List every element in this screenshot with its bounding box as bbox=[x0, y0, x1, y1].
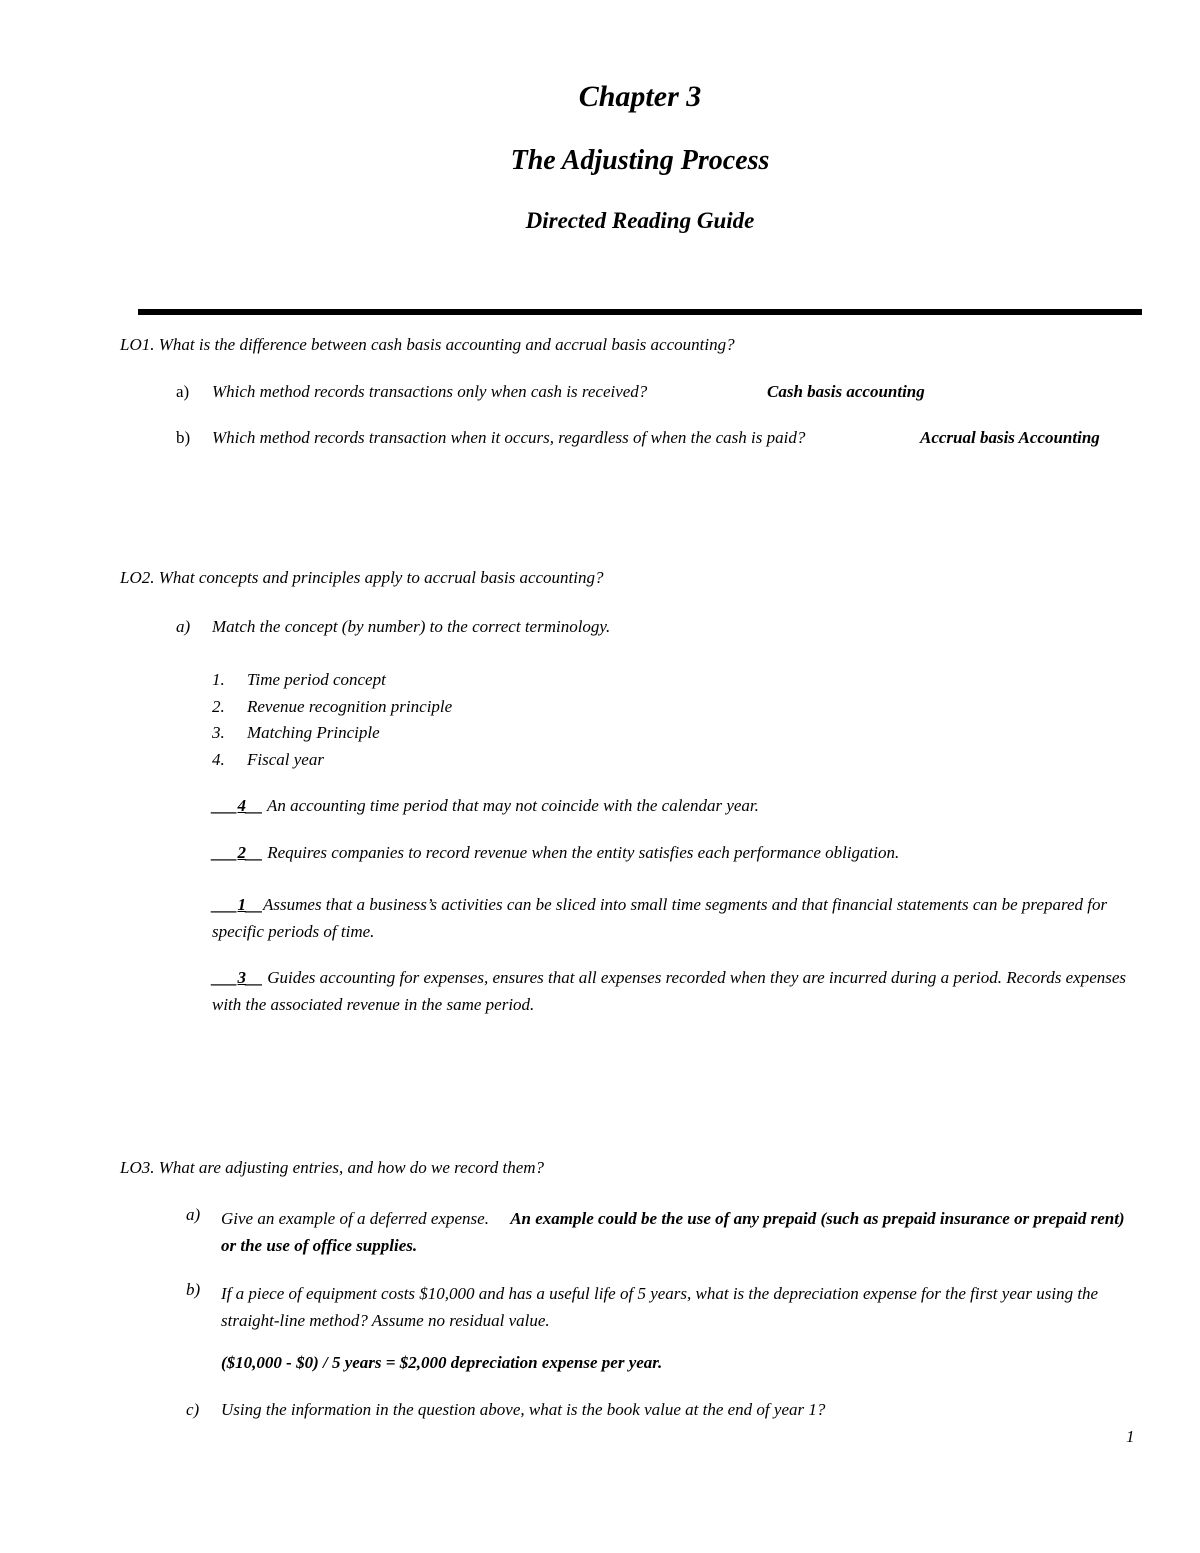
lo3-b-question: If a piece of equipment costs $10,000 and has a useful life of 5 years, what is the depreciation expense for the first year using the straight-line method? Assume no residual value. bbox=[221, 1284, 1099, 1330]
match-definition: Assumes that a business’s activities can be sliced into small time segments and that financial statements can be prepared for specific periods of time. bbox=[212, 895, 1108, 941]
match-definition: An accounting time period that may not coincide with the calendar year. bbox=[263, 796, 759, 815]
lo2-a-question: Match the concept (by number) to the correct terminology. bbox=[212, 617, 611, 636]
match-answer: 1 bbox=[237, 895, 246, 914]
match-definition: Guides accounting for expenses, ensures that all expenses recorded when they are incurred during a period. Records expenses with the associated revenue in the same period. bbox=[212, 968, 1127, 1014]
lo1-a-label: a) bbox=[176, 382, 190, 401]
match-blank-lead: ___ bbox=[212, 968, 238, 987]
lo1-question: LO1. What is the difference between cash basis accounting and accrual basis accounting? bbox=[120, 335, 735, 354]
match-answer: 2 bbox=[237, 843, 246, 862]
lo1-b-answer: Accrual basis Accounting bbox=[920, 428, 1100, 447]
concept-number: 2. bbox=[212, 697, 225, 716]
concept-item: Fiscal year bbox=[247, 750, 324, 769]
match-blank-lead: ___ bbox=[212, 843, 238, 862]
page-title: The Adjusting Process bbox=[510, 145, 770, 176]
lo3-c-label: c) bbox=[186, 1400, 200, 1419]
match-row bbox=[212, 891, 1142, 945]
lo3-c-question: Using the information in the question above, what is the book value at the end of year 1? bbox=[221, 1400, 826, 1419]
match-answer: 3 bbox=[237, 968, 246, 987]
lo3-a-item bbox=[221, 1205, 1141, 1259]
match-blank-trail: __ bbox=[246, 968, 263, 987]
lo1-a-question: Which method records transactions only when cash is received? bbox=[212, 382, 648, 401]
lo1-b-label: b) bbox=[176, 428, 191, 447]
match-blank-lead: ___ bbox=[212, 796, 238, 815]
page-subtitle: Directed Reading Guide bbox=[525, 208, 755, 233]
match-blank-trail: __ bbox=[246, 843, 263, 862]
match-row bbox=[212, 796, 759, 816]
match-definition: Requires companies to record revenue when the entity satisfies each performance obligation. bbox=[263, 843, 900, 862]
lo2-question: LO2. What concepts and principles apply to accrual basis accounting? bbox=[120, 568, 604, 587]
match-row bbox=[212, 843, 899, 863]
page-number: 1 bbox=[1126, 1427, 1135, 1446]
lo3-question: LO3. What are adjusting entries, and how do we record them? bbox=[120, 1158, 545, 1177]
match-blank-trail: __ bbox=[246, 796, 263, 815]
concept-item: Revenue recognition principle bbox=[247, 697, 453, 716]
lo3-b-label: b) bbox=[186, 1280, 201, 1299]
concept-number: 3. bbox=[212, 723, 225, 742]
lo3-a-question: Give an example of a deferred expense. bbox=[221, 1209, 489, 1228]
lo1-a-answer: Cash basis accounting bbox=[767, 382, 925, 401]
concept-number: 4. bbox=[212, 750, 225, 769]
concept-item: Matching Principle bbox=[247, 723, 380, 742]
lo3-a-label: a) bbox=[186, 1205, 201, 1224]
concept-number: 1. bbox=[212, 670, 225, 689]
horizontal-divider bbox=[138, 309, 1142, 315]
lo3-a-answer: An example could be the use of any prepaid (such as prepaid insurance or prepaid rent) or the use of office supplies. bbox=[221, 1209, 1125, 1255]
chapter-heading: Chapter 3 bbox=[578, 80, 702, 113]
lo2-a-label: a) bbox=[176, 617, 191, 636]
match-row bbox=[212, 964, 1142, 1018]
match-blank-lead: ___ bbox=[212, 895, 238, 914]
lo1-b-question: Which method records transaction when it occurs, regardless of when the cash is paid? bbox=[212, 428, 806, 447]
match-blank-trail: __ bbox=[246, 895, 263, 914]
match-answer: 4 bbox=[237, 796, 246, 815]
lo3-b-answer: ($10,000 - $0) / 5 years = $2,000 depreciation expense per year. bbox=[221, 1353, 663, 1372]
concept-item: Time period concept bbox=[247, 670, 386, 689]
